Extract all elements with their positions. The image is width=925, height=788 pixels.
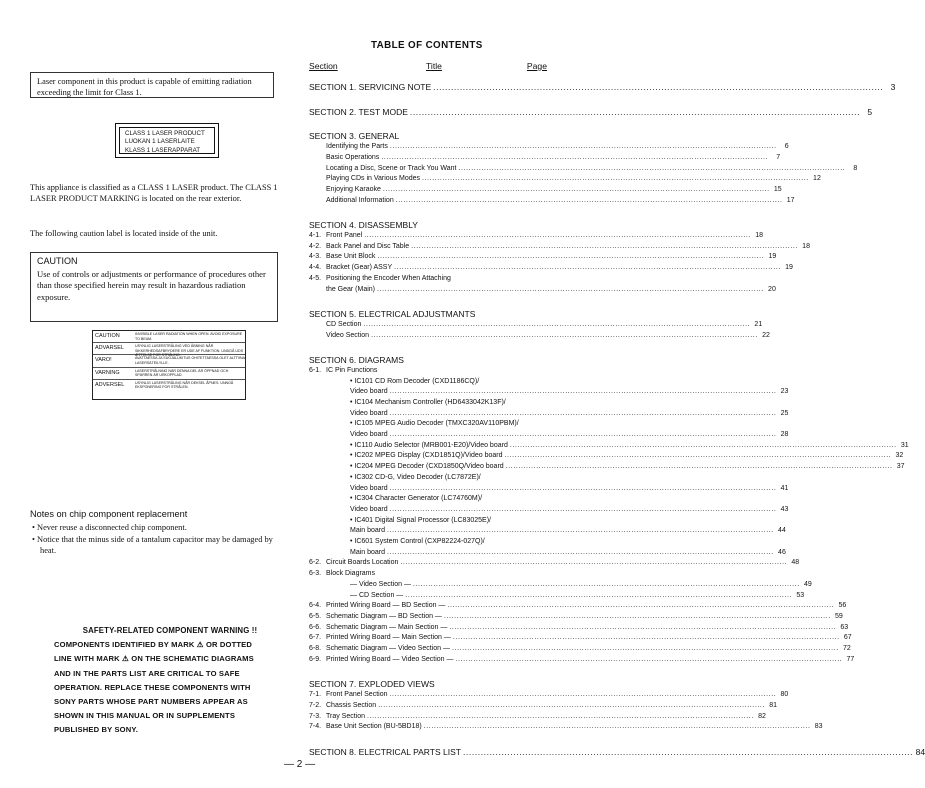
toc-page-number: 8 bbox=[853, 164, 858, 172]
caution-box bbox=[30, 252, 278, 322]
toc-entry-number: 6-6. bbox=[309, 623, 322, 631]
toc-page-number: 72 bbox=[843, 645, 851, 653]
toc-page-number: 77 bbox=[846, 655, 855, 663]
safety-warning-line: AND IN THE PARTS LIST ARE CRITICAL TO SAFE bbox=[54, 668, 240, 678]
toc-page-number: 31 bbox=[900, 441, 909, 449]
toc-entry-title: Video board bbox=[350, 388, 388, 396]
toc-entry bbox=[309, 591, 805, 602]
toc-entry bbox=[309, 473, 547, 484]
toc-leader-dots bbox=[390, 430, 777, 441]
toc-entry-number: 6-5. bbox=[309, 612, 322, 620]
toc-entry-title: Back Panel and Disc Table bbox=[326, 242, 410, 250]
toc-leader-dots bbox=[510, 441, 897, 452]
toc-section-heading bbox=[309, 746, 925, 758]
warning-label-text: USYNLIG LASERSTRÅLING NÅR DEKSEL ÅPNES. UNNGÅ EKSPONERING FOR STRÅLEN. bbox=[135, 380, 234, 390]
class1-label-line: KLASS 1 LASERAPPARAT bbox=[125, 146, 201, 154]
safety-component-warning bbox=[54, 624, 286, 738]
toc-page-number: 22 bbox=[762, 331, 770, 339]
toc-entry-title: • IC302 CD-G, Video Decoder (LC7872E)/ bbox=[350, 473, 481, 481]
toc-page-number: 80 bbox=[780, 691, 789, 699]
toc-entry-title: Schematic Diagram — BD Section — bbox=[326, 612, 442, 620]
warning-label-text: INVISIBLE LASER RADIATION WHEN OPEN. AVOID EXPOSURE TO BEAM. bbox=[135, 332, 243, 341]
toc-leader-dots bbox=[447, 601, 834, 612]
toc-leader-dots bbox=[433, 82, 883, 93]
safety-warning-line: OPERATION. REPLACE THESE COMPONENTS WITH bbox=[54, 682, 251, 692]
toc-entry-continuation bbox=[309, 430, 789, 441]
toc-entry-title: Video board bbox=[350, 431, 388, 439]
toc-page-number: 7 bbox=[776, 153, 781, 161]
safety-warning-line: SHOWN IN THIS MANUAL OR IN SUPPLEMENTS bbox=[54, 711, 236, 721]
toc-leader-dots bbox=[456, 655, 843, 666]
toc-entry bbox=[309, 419, 547, 430]
toc-leader-dots bbox=[424, 722, 811, 733]
toc-section-label: SECTION 7. EXPLODED VIEWS bbox=[309, 679, 435, 690]
toc-entry bbox=[309, 174, 821, 185]
toc-section-label: SECTION 3. GENERAL bbox=[309, 131, 400, 142]
laser-notice-text: Laser component in this product is capable of emitting radiation exceeding the limit for Class 1. bbox=[37, 77, 252, 97]
toc-leader-dots bbox=[390, 484, 777, 495]
toc-entry-title: IC Pin Functions bbox=[326, 366, 378, 374]
toc-page-number: 44 bbox=[778, 527, 786, 535]
class1-laser-label bbox=[115, 123, 219, 158]
toc-page-number: 46 bbox=[778, 548, 786, 556]
multilingual-warning-label bbox=[92, 330, 246, 400]
toc-entry-number: 6-8. bbox=[309, 645, 322, 653]
toc-entry bbox=[309, 462, 905, 473]
warning-label-language: ADVERSEL bbox=[95, 381, 125, 388]
toc-leader-dots bbox=[405, 591, 792, 602]
toc-entry bbox=[309, 712, 766, 723]
toc-page-number: 67 bbox=[843, 634, 852, 642]
toc-entry-number: 6-7. bbox=[309, 634, 322, 642]
toc-entry-title: Printed Wiring Board — Video Section — bbox=[326, 655, 454, 663]
toc-entry bbox=[309, 185, 782, 196]
toc-entry-title: Base Unit Block bbox=[326, 253, 376, 261]
warning-label-language: ADVARSEL bbox=[95, 345, 124, 352]
toc-entry bbox=[309, 366, 547, 377]
toc-page-number: 19 bbox=[768, 253, 777, 261]
toc-entry-title: Video board bbox=[350, 505, 388, 513]
toc-entry-title: Printed Wiring Board — BD Section — bbox=[326, 602, 446, 610]
toc-leader-dots bbox=[400, 558, 787, 569]
warning-label-row bbox=[93, 343, 245, 358]
toc-entry-title: Basic Operations bbox=[326, 153, 380, 161]
toc-entry bbox=[309, 377, 547, 388]
toc-page-number: 41 bbox=[780, 484, 789, 492]
toc-page-number: 43 bbox=[780, 505, 789, 513]
toc-entry-title: — CD Section — bbox=[350, 591, 404, 599]
toc-page-number: 37 bbox=[896, 463, 905, 471]
warning-label-text: USYNLIG LASERSTRÅLING VED ÅBNING NÅR SIKKERHEDSAFBRYDERE ER UDE AF FUNKTION. UNDGÅ UDS ÆTTELSE FOR STRÅLING. bbox=[135, 344, 243, 358]
toc-page-number: 48 bbox=[791, 559, 800, 567]
toc-section-heading bbox=[309, 106, 873, 118]
toc-entry-continuation bbox=[309, 409, 789, 420]
toc-entry bbox=[309, 516, 547, 527]
toc-entry bbox=[309, 196, 795, 207]
toc-leader-dots bbox=[422, 174, 809, 185]
toc-entry bbox=[309, 655, 855, 666]
toc-head-page: Page bbox=[526, 61, 547, 71]
chip-note-item: • Notice that the minus side of a tantalum capacitor may be damaged by heat. bbox=[32, 534, 273, 556]
appliance-class-text: This appliance is classified as a CLASS 1 LASER product. The CLASS 1 LASER PRODUCT MARKING is located on the rear exterior. bbox=[30, 183, 278, 204]
toc-page-number: 15 bbox=[773, 186, 782, 193]
toc-entry-title: the Gear (Main) bbox=[326, 285, 376, 293]
safety-warning-line: LINE WITH MARK ⚠ ON THE SCHEMATIC DIAGRAMS bbox=[54, 654, 254, 664]
toc-section-heading bbox=[309, 679, 547, 690]
toc-leader-dots bbox=[377, 252, 764, 263]
toc-leader-dots bbox=[387, 526, 774, 537]
toc-section-label: SECTION 4. DISASSEMBLY bbox=[309, 220, 418, 230]
class1-label-line: LUOKAN 1 LASERLAITE bbox=[125, 138, 195, 146]
toc-entry-title: Base Unit Section (BU-5BD18) bbox=[326, 723, 422, 731]
warning-label-language: CAUTION bbox=[95, 333, 120, 339]
toc-entry-title: • IC601 System Control (CXP82224-027Q)/ bbox=[350, 538, 485, 546]
toc-entry-title: Positioning the Encoder When Attaching bbox=[326, 274, 451, 282]
toc-entry-title: Video Section bbox=[326, 331, 370, 339]
toc-entry-title: • IC104 Mechanism Controller (HD6433042K13F)/ bbox=[350, 398, 506, 406]
toc-head-title: Title bbox=[426, 61, 442, 71]
toc-leader-dots bbox=[458, 164, 845, 175]
toc-entry-continuation bbox=[309, 484, 789, 495]
toc-leader-dots bbox=[363, 320, 750, 331]
toc-entry-continuation bbox=[309, 285, 776, 296]
toc-page-number: 83 bbox=[814, 723, 823, 731]
toc-page-number: 18 bbox=[755, 232, 763, 239]
toc-page-number: 21 bbox=[754, 320, 763, 328]
toc-entry-title: Main board bbox=[350, 548, 386, 556]
toc-leader-dots bbox=[463, 747, 913, 758]
toc-page-number: 3 bbox=[890, 82, 896, 92]
toc-leader-dots bbox=[394, 263, 781, 274]
toc-entry bbox=[309, 644, 851, 655]
toc-entry-title: • IC202 MPEG Display (CXD1851Q)/Video board bbox=[350, 452, 503, 460]
toc-entry-title: • IC304 Character Generator (LC74760M)/ bbox=[350, 495, 483, 503]
toc-leader-dots bbox=[390, 142, 777, 153]
toc-section-heading bbox=[309, 82, 896, 93]
toc-entry-title: Additional Information bbox=[326, 196, 394, 204]
toc-entry-number: 6-3. bbox=[309, 570, 322, 578]
toc-page-number: 49 bbox=[803, 580, 812, 588]
toc-page-number: 63 bbox=[840, 623, 849, 631]
toc-entry bbox=[309, 623, 849, 634]
warning-label-row bbox=[93, 380, 245, 391]
toc-entry-continuation bbox=[309, 526, 786, 537]
toc-entry-title: Front Panel bbox=[326, 232, 363, 239]
toc-page-number: 82 bbox=[758, 712, 766, 720]
toc-entry bbox=[309, 722, 823, 733]
toc-entry-number: 6-4. bbox=[309, 602, 322, 610]
toc-leader-dots bbox=[390, 505, 777, 516]
laser-notice-box bbox=[30, 72, 274, 98]
toc-entry-title: Identifying the Parts bbox=[326, 143, 388, 151]
toc-entry-title: Front Panel Section bbox=[326, 691, 388, 699]
toc-entry bbox=[309, 451, 904, 462]
toc-page-number: 23 bbox=[780, 388, 789, 396]
toc-leader-dots bbox=[449, 623, 836, 634]
toc-entry bbox=[309, 231, 763, 242]
warning-label-row bbox=[93, 368, 245, 380]
toc-leader-dots bbox=[396, 196, 783, 207]
toc-page-number: 25 bbox=[780, 409, 789, 417]
toc-leader-dots bbox=[413, 580, 800, 591]
chip-notes-title: Notes on chip component replacement bbox=[30, 509, 188, 519]
warning-label-language: VARO! bbox=[95, 357, 112, 364]
toc-entry bbox=[309, 164, 858, 175]
toc-leader-dots bbox=[364, 231, 751, 242]
toc-page-number: 18 bbox=[802, 242, 810, 250]
toc-leader-dots bbox=[387, 548, 774, 559]
toc-entry-title: Main board bbox=[350, 527, 386, 535]
toc-leader-dots bbox=[378, 701, 765, 712]
toc-entry bbox=[309, 263, 793, 274]
toc-section-label: SECTION 8. ELECTRICAL PARTS LIST bbox=[309, 746, 461, 757]
toc-leader-dots bbox=[390, 387, 777, 398]
toc-leader-dots bbox=[390, 409, 777, 420]
safety-warning-line: PUBLISHED BY SONY. bbox=[54, 725, 138, 735]
toc-entry-title: Video board bbox=[350, 484, 388, 492]
toc-leader-dots bbox=[411, 242, 798, 253]
toc-entry-title: • IC110 Audio Selector (MRB001-E20)/Video board bbox=[350, 441, 508, 449]
toc-entry-title: • IC101 CD Rom Decoder (CXD1186CQ)/ bbox=[350, 377, 480, 385]
toc-page-number: 81 bbox=[769, 701, 778, 709]
toc-entry bbox=[309, 569, 547, 580]
toc-entry bbox=[309, 601, 847, 612]
toc-page-number: 6 bbox=[784, 143, 789, 151]
toc-entry bbox=[309, 580, 812, 591]
toc-entry-title: Bracket (Gear) ASSY bbox=[326, 264, 393, 272]
toc-page-number: 56 bbox=[838, 602, 847, 610]
caution-label-location-text: The following caution label is located inside of the unit. bbox=[30, 229, 218, 238]
toc-entry-number: 7-4. bbox=[309, 723, 322, 731]
toc-entry-number: 4-3. bbox=[309, 253, 322, 261]
toc-page-number: 53 bbox=[796, 591, 805, 599]
toc-leader-dots bbox=[410, 107, 860, 118]
toc-entry-title: — Video Section — bbox=[350, 580, 411, 588]
toc-title: TABLE OF CONTENTS bbox=[371, 40, 483, 51]
toc-entry-title: Enjoying Karaoke bbox=[326, 186, 381, 193]
class1-label-line: CLASS 1 LASER PRODUCT bbox=[125, 130, 205, 137]
toc-leader-dots bbox=[444, 612, 831, 623]
toc-entry-number: 7-1. bbox=[309, 691, 322, 699]
toc-page-number: 12 bbox=[813, 175, 821, 183]
toc-entry-number: 6-9. bbox=[309, 655, 322, 663]
toc-entry-title: Video board bbox=[350, 409, 388, 417]
toc-leader-dots bbox=[383, 185, 770, 196]
toc-entry bbox=[309, 690, 789, 701]
toc-entry bbox=[309, 612, 843, 623]
toc-entry bbox=[309, 494, 547, 505]
toc-entry bbox=[309, 274, 547, 285]
chip-replacement-notes bbox=[30, 509, 278, 557]
toc-entry-title: Circuit Boards Location bbox=[326, 559, 399, 567]
toc-page-number: 28 bbox=[780, 431, 789, 439]
toc-head-section: Section bbox=[309, 61, 338, 71]
toc-leader-dots bbox=[367, 712, 754, 723]
warning-label-row bbox=[93, 331, 245, 343]
toc-entry-title: Tray Section bbox=[326, 712, 366, 720]
toc-leader-dots bbox=[377, 285, 764, 296]
toc-page-number: 84 bbox=[915, 746, 925, 757]
toc-entry-continuation bbox=[309, 548, 786, 559]
safety-warning-line: COMPONENTS IDENTIFIED BY MARK ⚠ OR DOTTED bbox=[54, 640, 253, 650]
toc-entry-number: 6-1. bbox=[309, 366, 322, 374]
toc-page-number: 5 bbox=[867, 106, 873, 117]
page-number: — 2 — bbox=[284, 759, 316, 770]
toc-entry bbox=[309, 633, 852, 644]
caution-title: CAUTION bbox=[37, 256, 78, 266]
toc-entry-title: Locating a Disc, Scene or Track You Want bbox=[326, 164, 457, 172]
toc-entry bbox=[309, 242, 810, 253]
toc-section-heading bbox=[309, 355, 547, 366]
toc-entry-title: CD Section bbox=[326, 320, 362, 328]
toc-section-label: SECTION 2. TEST MODE bbox=[309, 106, 408, 117]
toc-entry-title: • IC401 Digital Signal Processor (LC83025E)/ bbox=[350, 516, 491, 524]
toc-leader-dots bbox=[452, 644, 839, 655]
toc-section-heading bbox=[309, 131, 547, 142]
toc-entry-title: • IC105 MPEG Audio Decoder (TMXC320AV110PBM)/ bbox=[350, 420, 519, 428]
toc-entry-number: 6-2. bbox=[309, 559, 322, 567]
toc-entry-title: Chassis Section bbox=[326, 701, 377, 709]
toc-leader-dots bbox=[506, 462, 893, 473]
toc-page-number: 32 bbox=[895, 452, 904, 460]
warning-label-text: LASERSTRÅLNING NÄR DENNA DEL ÄR ÖPPNAD OCH SPÄRREN ÄR URKOPPLAD. bbox=[135, 368, 229, 378]
toc-entry-title: • IC204 MPEG Decoder (CXD1850Q/Video board bbox=[350, 463, 504, 471]
toc-entry bbox=[309, 252, 777, 263]
toc-entry bbox=[309, 320, 763, 331]
toc-section-label: SECTION 6. DIAGRAMS bbox=[309, 354, 404, 365]
toc-entry-number: 7-3. bbox=[309, 712, 322, 720]
toc-entry-title: Printed Wiring Board — Main Section — bbox=[326, 634, 451, 642]
chip-note-item: • Never reuse a disconnected chip component. bbox=[32, 522, 187, 532]
toc-entry bbox=[309, 441, 909, 452]
warning-label-text: AVATTAESSA JA SUOJALUKITUS OHITETTAESSA OLET ALTTIINA LASERSÄTEILYLLE. bbox=[135, 356, 245, 365]
toc-section-label: SECTION 1. SERVICING NOTE bbox=[309, 82, 432, 92]
toc-section-label: SECTION 5. ELECTRICAL ADJUSTMANTS bbox=[309, 308, 476, 319]
toc-page-number: 20 bbox=[768, 285, 776, 293]
toc-section-heading bbox=[309, 309, 547, 320]
toc-entry-number: 4-5. bbox=[309, 274, 322, 282]
safety-warning-title: SAFETY-RELATED COMPONENT WARNING !! bbox=[82, 626, 258, 635]
warning-label-language: VARNING bbox=[95, 369, 120, 376]
toc-entry bbox=[309, 331, 770, 342]
toc-list bbox=[309, 82, 925, 758]
toc-leader-dots bbox=[505, 451, 892, 462]
toc-entry bbox=[309, 558, 800, 569]
toc-entry-title: Schematic Diagram — Main Section — bbox=[326, 623, 448, 631]
class1-label-inner bbox=[119, 127, 215, 154]
safety-warning-line: SONY PARTS WHOSE PART NUMBERS APPEAR AS bbox=[54, 697, 248, 707]
toc-leader-dots bbox=[389, 690, 776, 701]
toc-entry-number: 7-2. bbox=[309, 701, 322, 709]
caution-body: Use of controls or adjustments or performance of procedures other than those specified herein may result in hazardous radiation exposure. bbox=[37, 268, 266, 302]
toc-entry bbox=[309, 142, 789, 153]
toc-leader-dots bbox=[371, 331, 758, 342]
toc-entry-continuation bbox=[309, 387, 789, 398]
toc-entry-number: 4-4. bbox=[309, 264, 322, 272]
toc-entry-title: Block Diagrams bbox=[326, 570, 376, 578]
warning-label-row bbox=[93, 355, 245, 367]
toc-page-number: 19 bbox=[785, 264, 793, 272]
toc-entry-title: Schematic Diagram — Video Section — bbox=[326, 645, 450, 653]
toc-page-number: 59 bbox=[834, 612, 843, 620]
toc-entry bbox=[309, 153, 781, 164]
toc-leader-dots bbox=[381, 153, 768, 164]
toc-entry-continuation bbox=[309, 505, 789, 516]
toc-entry bbox=[309, 537, 547, 548]
toc-entry-number: 4-1. bbox=[309, 232, 322, 239]
toc-section-heading bbox=[309, 220, 547, 231]
toc-page-number: 17 bbox=[786, 196, 795, 204]
toc-leader-dots bbox=[453, 633, 840, 644]
toc-entry bbox=[309, 701, 778, 712]
toc-entry bbox=[309, 398, 547, 409]
toc-entry-number: 4-2. bbox=[309, 242, 322, 250]
toc-entry-title: Playing CDs in Various Modes bbox=[326, 175, 421, 183]
